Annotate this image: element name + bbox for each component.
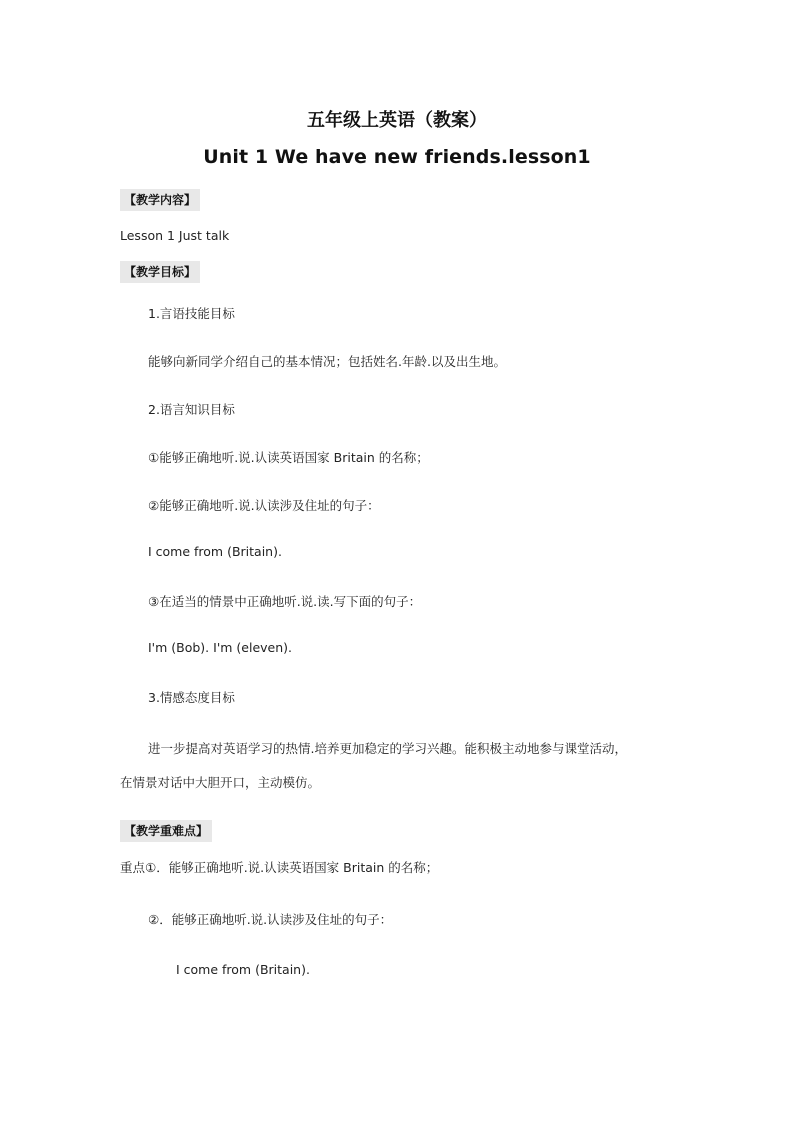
- objective-knowledge-1: ①能够正确地听.说.认读英语国家 Britain 的名称；: [148, 450, 429, 465]
- section-tag-keypoints: 【教学重难点】: [120, 820, 212, 842]
- section-tag-content: 【教学内容】: [120, 189, 200, 211]
- objective-knowledge-3-example: I'm (Bob). I'm (eleven).: [148, 640, 292, 655]
- objective-knowledge-2: ②能够正确地听.说.认读涉及住址的句子：: [148, 498, 380, 513]
- objective-skill-heading: 1.言语技能目标: [148, 306, 235, 321]
- keypoint-1: 重点①．能够正确地听.说.认读英语国家 Britain 的名称；: [120, 860, 439, 875]
- objective-emotion-text-2: 在情景对话中大胆开口，主动模仿。: [120, 775, 321, 790]
- objective-knowledge-2-example: I come from (Britain).: [148, 544, 282, 559]
- objective-knowledge-heading: 2.语言知识目标: [148, 402, 235, 417]
- objective-skill-text: 能够向新同学介绍自己的基本情况；包括姓名.年龄.以及出生地。: [148, 354, 506, 369]
- keypoint-2-example: I come from (Britain).: [176, 962, 310, 977]
- document-title: 五年级上英语（教案）: [307, 110, 487, 131]
- keypoint-2: ②．能够正确地听.说.认读涉及住址的句子：: [148, 912, 393, 927]
- section-tag-objectives: 【教学目标】: [120, 261, 200, 283]
- content-line: Lesson 1 Just talk: [120, 228, 230, 243]
- objective-emotion-heading: 3.情感态度目标: [148, 690, 235, 705]
- objective-knowledge-3: ③在适当的情景中正确地听.说.读.写下面的句子：: [148, 594, 422, 609]
- document-subtitle: Unit 1 We have new friends.lesson1: [203, 146, 591, 168]
- objective-emotion-text-1: 进一步提高对英语学习的热情.培养更加稳定的学习兴趣。能积极主动地参与课堂活动，: [148, 741, 627, 756]
